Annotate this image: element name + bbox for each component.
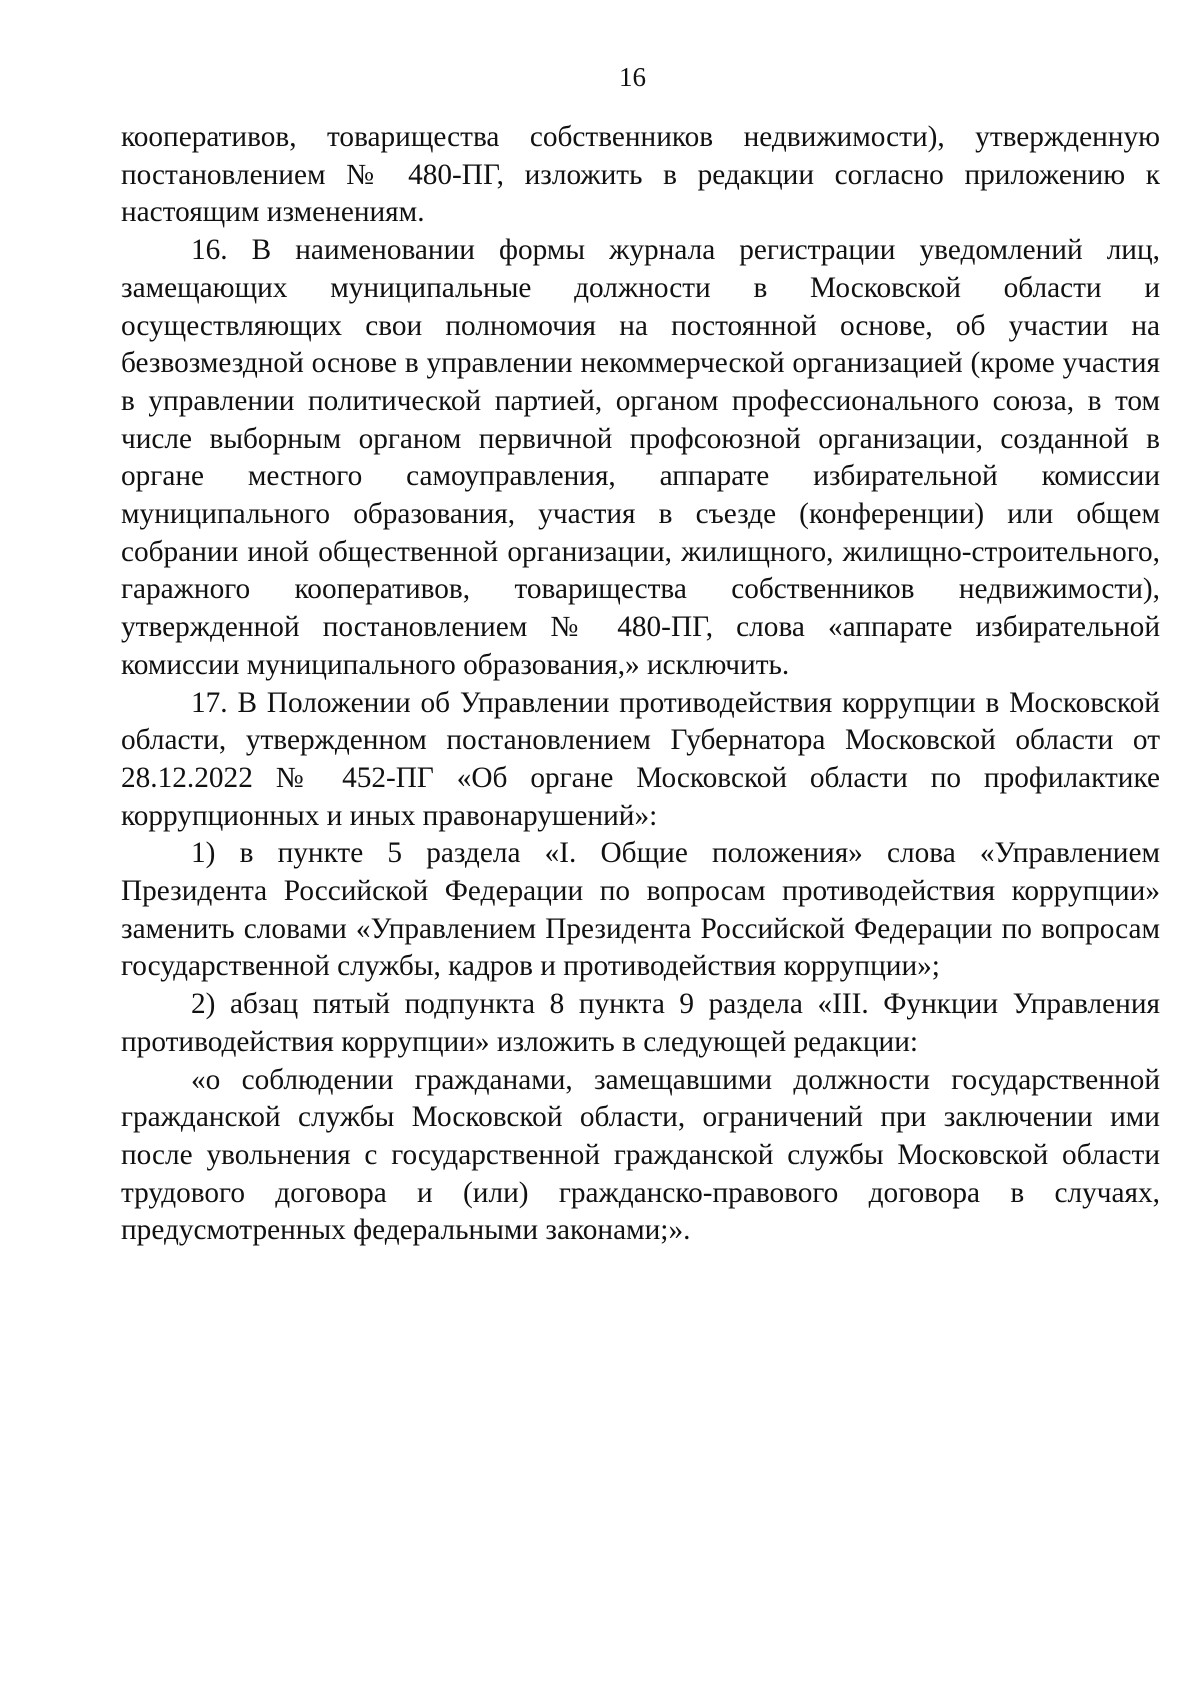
paragraph-continuation: кооперативов, товарищества собственников недвижимости), утвержденную постановлением № 480-ПГ, изложить в редакции согласно приложению к настоящим изменениям. (121, 121, 1160, 229)
page-number: 16 (619, 62, 646, 92)
paragraph-quoted-text: «о соблюдении гражданами, замещавшими должности государственной гражданской службы Московской области, ограничений при заключении ими после увольнения с государственной гражданской службы Московской области трудового договора и (или) гражданско-правового договора в случаях, предусмотренных федеральными законами;». (121, 1063, 1160, 1247)
paragraph-item-17: 17. В Положении об Управлении противодействия коррупции в Московской области, утвержденном постановлением Губернатора Московской области от 28.12.2022 № 452-ПГ «Об органе Московской области по профилактике коррупционных и иных правонарушений»: (121, 686, 1160, 832)
paragraph-subitem-2: 2) абзац пятый подпункта 8 пункта 9 раздела «III. Функции Управления противодействия коррупции» изложить в следующей редакции: (121, 988, 1160, 1058)
paragraph-subitem-1: 1) в пункте 5 раздела «I. Общие положения» слова «Управлением Президента Российской Федерации по вопросам противодействия коррупции» заменить словами «Управлением Президента Российской Федерации по вопросам государственной службы, кадров и противодействия коррупции»; (121, 837, 1160, 983)
paragraph-item-16: 16. В наименовании формы журнала регистрации уведомлений лиц, замещающих муниципальные должности в Московской области и осуществляющих свои полномочия на постоянной основе, об участии на безвозмездной основе в управлении некоммерческой организацией (кроме участия в управлении политической партией, органом профессионального союза, в том числе выборным органом первичной профсоюзной организации, созданной в органе местного самоуправления, аппарате избирательной комиссии муниципального образования, участия в съезде (конференции) или общем собрании иной общественной организации, жилищного, жилищно-строительного, гаражного кооперативов, товарищества собственников недвижимости), утвержденной постановлением № 480-ПГ, слова «аппарате избирательной комиссии муниципального образования,» исключить. (121, 234, 1160, 681)
document-body (121, 119, 1160, 1250)
